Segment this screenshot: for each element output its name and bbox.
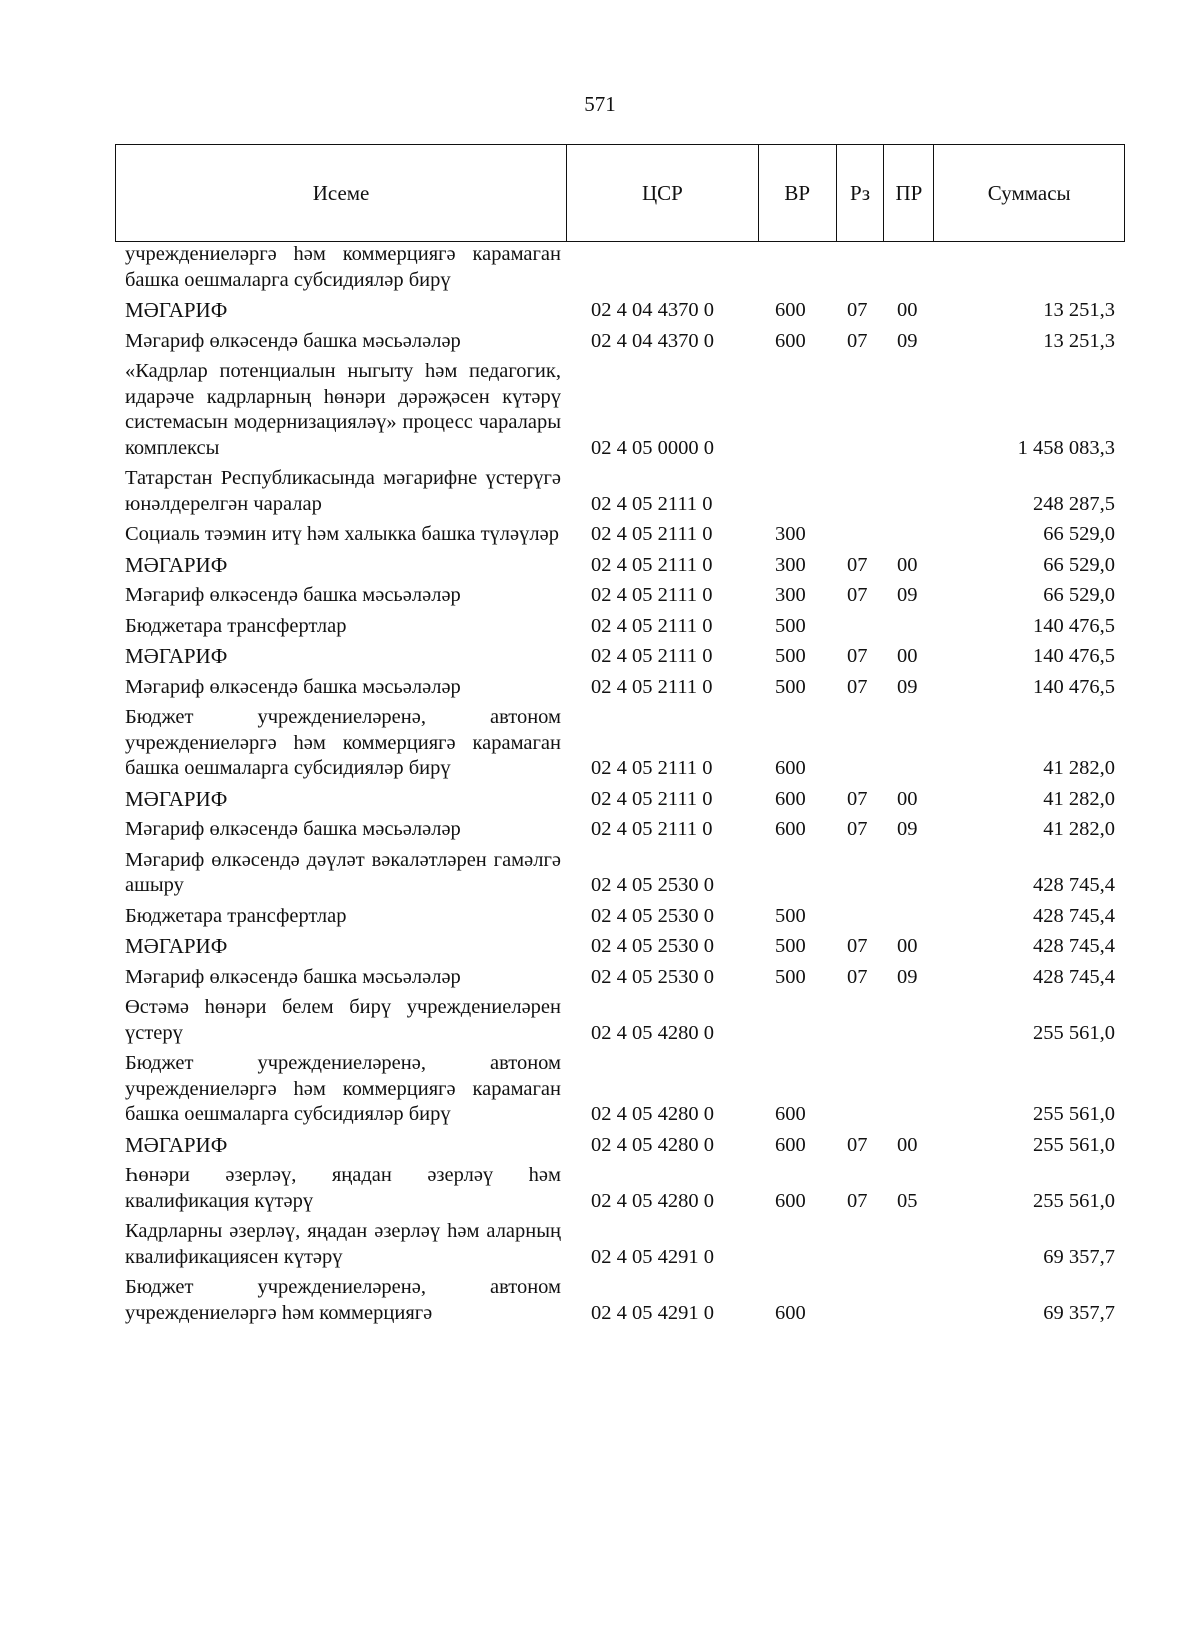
cell-vr: 300 <box>775 553 806 576</box>
cell-name: Мәгариф өлкәсендә башка мәсьәләләр <box>125 965 461 988</box>
cell-sum: 255 561,0 <box>1033 1021 1115 1044</box>
table-row <box>115 298 1125 324</box>
cell-sum: 140 476,5 <box>1033 645 1115 667</box>
cell-sum: 41 282,0 <box>1043 757 1115 779</box>
cell-name: Бюджетара трансфертлар <box>125 614 347 637</box>
cell-vr: 600 <box>775 1103 806 1125</box>
table-row <box>115 995 1125 1046</box>
cell-sum: 69 357,7 <box>1043 1301 1115 1324</box>
cell-name: учреждениеләргә һәм коммерциягә карамаган башка оешмаларга субсидияләр бирү <box>125 243 561 291</box>
table-row <box>115 965 1125 991</box>
table-row <box>115 359 1125 461</box>
page-number: 571 <box>584 92 616 116</box>
cell-sum: 69 357,7 <box>1043 1245 1115 1268</box>
cell-sum: 140 476,5 <box>1033 675 1115 698</box>
header-vr: ВР <box>759 145 837 241</box>
cell-sum: 248 287,5 <box>1033 492 1115 515</box>
cell-sum: 41 282,0 <box>1043 818 1115 840</box>
cell-name: Бюджет учреждениеләренә, автоном учреждениеләргә һәм коммерциягә карамаган башка оешмаларга субсидияләр бирү <box>125 1052 561 1125</box>
cell-csr: 02 4 05 2111 0 <box>591 757 713 779</box>
cell-name: Социаль тәэмин итү һәм халыкка башка түләүләр <box>125 523 559 545</box>
cell-name: МӘГАРИФ <box>125 644 228 668</box>
cell-rz: 07 <box>847 818 868 840</box>
cell-rz: 07 <box>847 645 868 667</box>
cell-csr: 02 4 05 2111 0 <box>591 553 713 576</box>
cell-sum: 255 561,0 <box>1033 1103 1115 1125</box>
cell-vr: 600 <box>775 1133 806 1156</box>
cell-vr: 500 <box>775 935 806 957</box>
cell-sum: 1 458 083,3 <box>1017 436 1115 459</box>
cell-pr: 09 <box>897 675 918 698</box>
cell-csr: 02 4 05 2530 0 <box>591 904 714 927</box>
cell-pr: 00 <box>897 645 918 667</box>
cell-vr: 500 <box>775 965 806 988</box>
cell-csr: 02 4 05 2111 0 <box>591 492 713 515</box>
cell-name: Бюджет учреждениеләренә, автоном учреждениеләргә һәм коммерциягә карамаган башка оешмаларга субсидияләр бирү <box>125 706 561 779</box>
cell-csr: 02 4 05 4280 0 <box>591 1021 714 1044</box>
cell-rz: 07 <box>847 553 868 576</box>
cell-vr: 500 <box>775 675 806 698</box>
table-row <box>115 329 1125 355</box>
cell-vr: 600 <box>775 299 806 321</box>
cell-csr: 02 4 05 2530 0 <box>591 935 714 957</box>
table-row <box>115 553 1125 579</box>
cell-rz: 07 <box>847 1133 868 1156</box>
cell-csr: 02 4 04 4370 0 <box>591 329 714 352</box>
cell-vr: 600 <box>775 787 806 810</box>
cell-sum: 140 476,5 <box>1033 614 1115 637</box>
header-name: Исеме <box>116 145 567 241</box>
cell-pr: 00 <box>897 935 918 957</box>
table-row <box>115 583 1125 609</box>
cell-name: «Кадрлар потенциалын ныгыту һәм педагогик, идарәче кадрларның һөнәри дәрәҗәсен күтәрү системасын модернизацияләү» процесс чаралары комплексы <box>125 360 561 459</box>
cell-csr: 02 4 05 4291 0 <box>591 1301 714 1324</box>
cell-pr: 09 <box>897 818 918 840</box>
table-row <box>115 1219 1125 1270</box>
cell-rz: 07 <box>847 965 868 988</box>
cell-name: Өстәмә һөнәри белем бирү учреждениеләрен үстерү <box>125 996 561 1044</box>
cell-csr: 02 4 05 2111 0 <box>591 523 713 545</box>
header-pr: ПР <box>884 145 934 241</box>
cell-vr: 600 <box>775 1189 806 1212</box>
table-row <box>115 614 1125 640</box>
cell-rz: 07 <box>847 329 868 352</box>
cell-name: Мәгариф өлкәсендә башка мәсьәләләр <box>125 329 461 352</box>
cell-csr: 02 4 04 4370 0 <box>591 299 714 321</box>
cell-rz: 07 <box>847 935 868 957</box>
cell-name: Бюджетара трансфертлар <box>125 904 347 927</box>
cell-sum: 13 251,3 <box>1043 329 1115 352</box>
cell-rz: 07 <box>847 787 868 810</box>
cell-name: Һөнәри әзерләү, яңадан әзерләү һәм квалификация күтәрү <box>125 1164 561 1212</box>
table-row <box>115 466 1125 517</box>
table-row <box>115 675 1125 701</box>
table-row <box>115 1051 1125 1128</box>
cell-name: Мәгариф өлкәсендә дәүләт вәкаләтләрен гамәлгә ашыру <box>125 848 561 896</box>
table-row <box>115 848 1125 899</box>
cell-vr: 500 <box>775 614 806 637</box>
cell-vr: 300 <box>775 584 806 606</box>
cell-csr: 02 4 05 2111 0 <box>591 675 713 698</box>
cell-vr: 300 <box>775 523 806 545</box>
cell-rz: 07 <box>847 584 868 606</box>
cell-csr: 02 4 05 2111 0 <box>591 584 713 606</box>
cell-sum: 13 251,3 <box>1043 299 1115 321</box>
cell-pr: 00 <box>897 553 918 576</box>
table-row <box>115 934 1125 960</box>
cell-sum: 255 561,0 <box>1033 1133 1115 1156</box>
cell-rz: 07 <box>847 299 868 321</box>
cell-sum: 41 282,0 <box>1043 787 1115 810</box>
cell-name: Бюджет учреждениеләренә, автоном учреждениеләргә һәм коммерциягә <box>125 1276 561 1324</box>
cell-pr: 00 <box>897 1133 918 1156</box>
cell-rz: 07 <box>847 675 868 698</box>
table-header <box>115 144 1125 242</box>
table-body <box>115 242 1125 1326</box>
cell-sum: 428 745,4 <box>1033 904 1115 927</box>
table-row <box>115 1275 1125 1326</box>
cell-csr: 02 4 05 4280 0 <box>591 1103 714 1125</box>
table-row <box>115 904 1125 930</box>
cell-sum: 255 561,0 <box>1033 1189 1115 1212</box>
cell-csr: 02 4 05 2111 0 <box>591 614 713 637</box>
cell-sum: 428 745,4 <box>1033 965 1115 988</box>
table-row <box>115 1133 1125 1159</box>
cell-pr: 05 <box>897 1189 918 1212</box>
header-sum: Суммасы <box>987 180 1071 205</box>
cell-pr: 09 <box>897 584 918 606</box>
header-rz: Рз <box>837 145 885 241</box>
cell-name: Татарстан Республикасында мәгарифне үстерүгә юнәлдерелгән чаралар <box>125 467 561 515</box>
cell-csr: 02 4 05 4291 0 <box>591 1245 714 1268</box>
cell-csr: 02 4 05 4280 0 <box>591 1189 714 1212</box>
table-row <box>115 817 1125 843</box>
cell-vr: 500 <box>775 904 806 927</box>
cell-vr: 500 <box>775 645 806 667</box>
cell-name: Мәгариф өлкәсендә башка мәсьәләләр <box>125 584 461 606</box>
cell-sum: 66 529,0 <box>1043 523 1115 545</box>
cell-vr: 600 <box>775 757 806 779</box>
cell-vr: 600 <box>775 1301 806 1324</box>
cell-name: МӘГАРИФ <box>125 298 228 322</box>
cell-name: Кадрларны әзерләү, яңадан әзерләү һәм аларның квалификациясен күтәрү <box>125 1220 561 1268</box>
cell-name: Мәгариф өлкәсендә башка мәсьәләләр <box>125 818 461 840</box>
cell-csr: 02 4 05 0000 0 <box>591 436 714 459</box>
cell-name: МӘГАРИФ <box>125 1132 228 1157</box>
table-row <box>115 705 1125 782</box>
cell-rz: 07 <box>847 1189 868 1212</box>
cell-name: МӘГАРИФ <box>125 934 228 958</box>
table-row <box>115 644 1125 670</box>
cell-csr: 02 4 05 2111 0 <box>591 818 713 840</box>
table-row <box>115 1163 1125 1214</box>
cell-sum: 66 529,0 <box>1043 584 1115 606</box>
cell-pr: 09 <box>897 329 918 352</box>
table-row <box>115 787 1125 813</box>
cell-pr: 00 <box>897 787 918 810</box>
cell-sum: 66 529,0 <box>1043 553 1115 576</box>
cell-csr: 02 4 05 4280 0 <box>591 1133 714 1156</box>
cell-pr: 09 <box>897 965 918 988</box>
cell-name: МӘГАРИФ <box>125 552 228 577</box>
cell-vr: 600 <box>775 818 806 840</box>
cell-vr: 600 <box>775 329 806 352</box>
cell-csr: 02 4 05 2530 0 <box>591 874 714 896</box>
cell-name: Мәгариф өлкәсендә башка мәсьәләләр <box>125 675 461 698</box>
cell-sum: 428 745,4 <box>1033 874 1115 896</box>
cell-pr: 00 <box>897 299 918 321</box>
table-row <box>115 242 1125 293</box>
header-csr: ЦСР <box>567 145 759 241</box>
cell-name: МӘГАРИФ <box>125 786 228 811</box>
table-row <box>115 522 1125 548</box>
cell-csr: 02 4 05 2111 0 <box>591 787 713 810</box>
cell-sum: 428 745,4 <box>1033 935 1115 957</box>
cell-csr: 02 4 05 2111 0 <box>591 645 713 667</box>
budget-table <box>115 144 1125 1331</box>
cell-csr: 02 4 05 2530 0 <box>591 965 714 988</box>
